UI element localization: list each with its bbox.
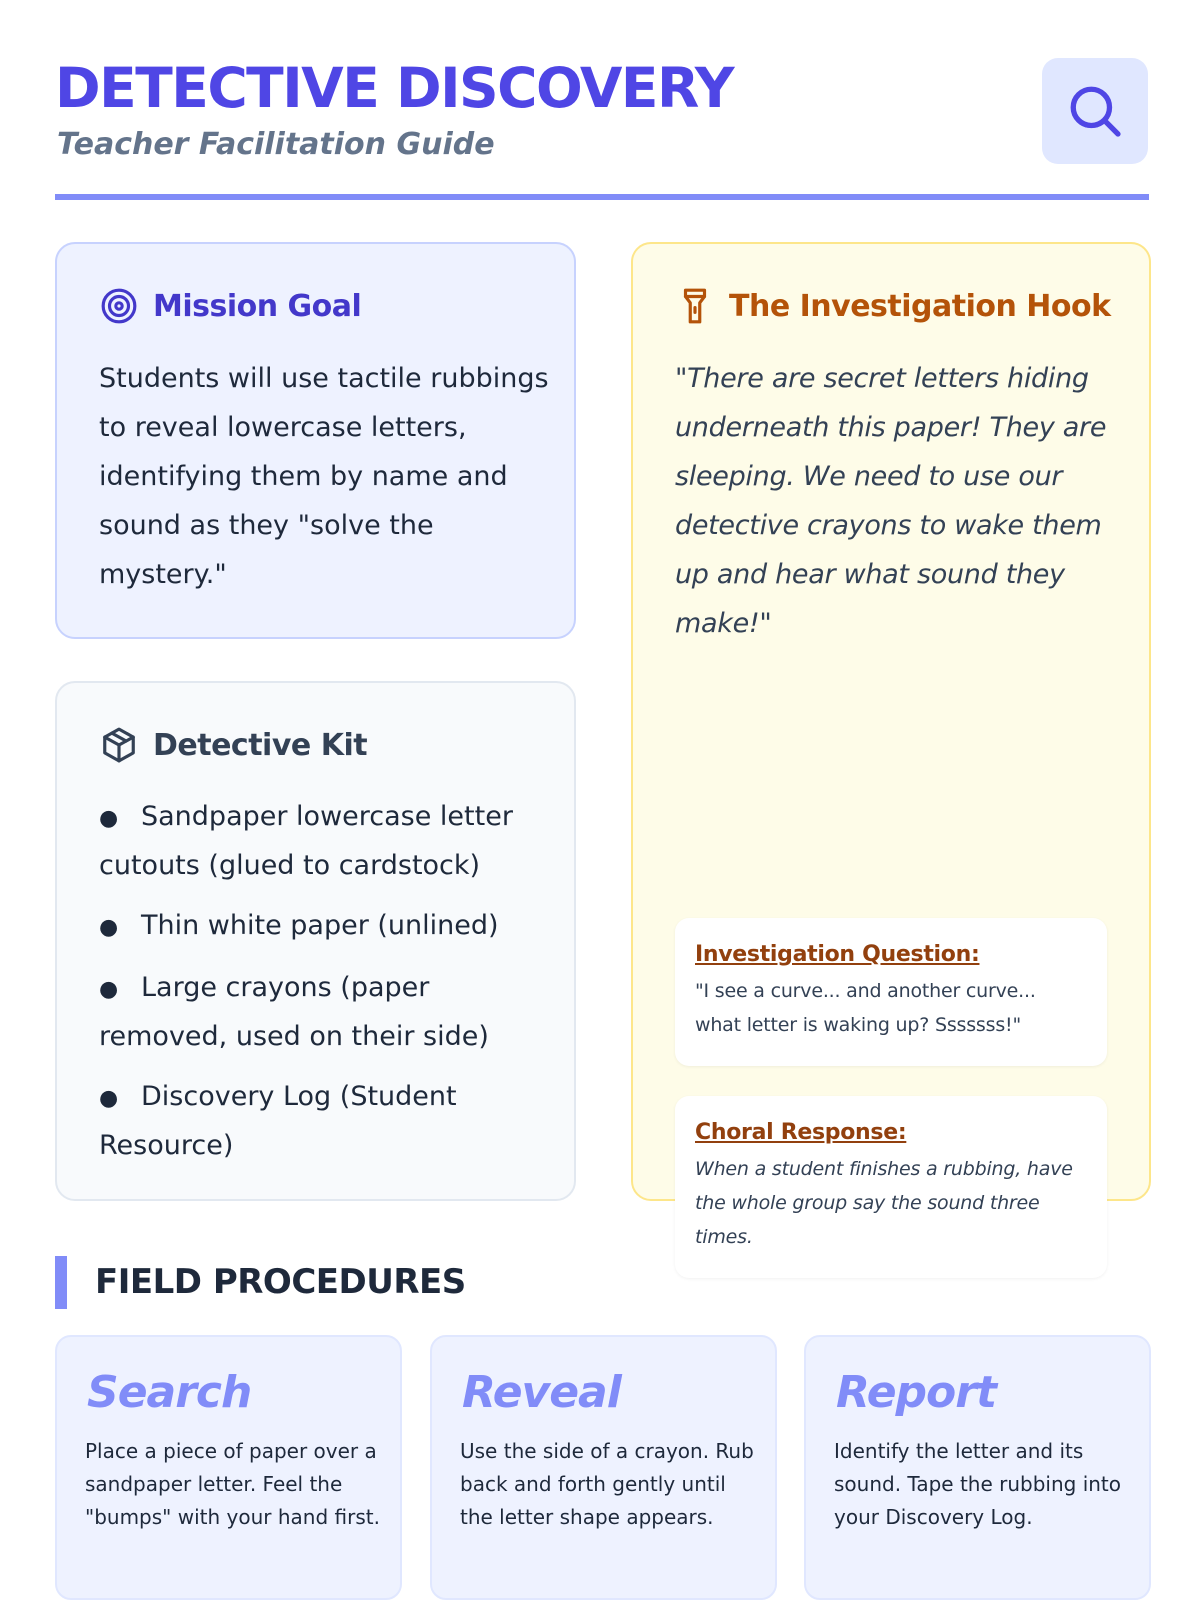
investigation-question-text: "I see a curve... and another curve... what letter is waking up? Sssssss!" (695, 980, 1036, 1036)
investigation-hook-heading: The Investigation Hook (729, 288, 1111, 324)
detective-kit-card (55, 681, 576, 1201)
hook-quote: "There are secret letters hiding underneath this paper! They are sleeping. We need to use our detective crayons to wake them up and hear what sound they make!" (675, 363, 1107, 639)
page-title: DETECTIVE DISCOVERY (55, 56, 734, 120)
target-icon (99, 286, 139, 326)
page-header (55, 56, 1148, 200)
investigation-hook-header (675, 286, 1111, 326)
procedure-text: Use the side of a crayon. Rub back and forth gently until the letter shape appears. (460, 1439, 754, 1529)
kit-list (99, 793, 539, 1182)
list-item: ● Sandpaper lowercase letter cutouts (glued to cardstock) (99, 801, 513, 881)
detective-kit-heading: Detective Kit (153, 727, 368, 763)
investigation-question-title: Investigation Question: (695, 942, 980, 967)
investigation-hook-card (631, 242, 1151, 1248)
page-subtitle: Teacher Facilitation Guide (57, 127, 495, 162)
procedure-card-reveal (430, 1335, 777, 1600)
procedure-title: Reveal (462, 1367, 621, 1418)
procedure-card-report (804, 1335, 1151, 1600)
procedure-text: Identify the letter and its sound. Tape the rubbing into your Discovery Log. (834, 1439, 1122, 1529)
list-item: ● Thin white paper (unlined) (99, 910, 499, 941)
detective-kit-header (99, 725, 367, 765)
choral-response-box (675, 1096, 1107, 1278)
section-title: FIELD PROCEDURES (95, 1262, 466, 1302)
mission-goal-header (99, 286, 361, 326)
procedure-title: Report (836, 1367, 996, 1418)
list-item: ● Discovery Log (Student Resource) (99, 1081, 457, 1161)
section-accent-bar (55, 1256, 67, 1309)
package-icon (99, 725, 139, 765)
procedure-text: Place a piece of paper over a sandpaper letter. Feel the "bumps" with your hand first. (85, 1439, 380, 1529)
list-item: ● Large crayons (paper removed, used on their side) (99, 972, 489, 1052)
flashlight-icon (675, 286, 715, 326)
header-divider (55, 194, 1149, 200)
mission-goal-heading: Mission Goal (153, 288, 362, 324)
search-button[interactable] (1042, 58, 1148, 164)
procedure-card-search (55, 1335, 402, 1600)
procedure-title: Search (87, 1367, 252, 1418)
mission-goal-text: Students will use tactile rubbings to reveal lowercase letters, identifying them by name and sound as they "solve the mystery." (99, 363, 549, 590)
mission-goal-card (55, 242, 576, 639)
investigation-question-box (675, 918, 1107, 1066)
choral-response-text: When a student finishes a rubbing, have the whole group say the sound three times. (695, 1158, 1073, 1248)
choral-response-title: Choral Response: (695, 1120, 907, 1145)
search-icon (1066, 82, 1124, 140)
